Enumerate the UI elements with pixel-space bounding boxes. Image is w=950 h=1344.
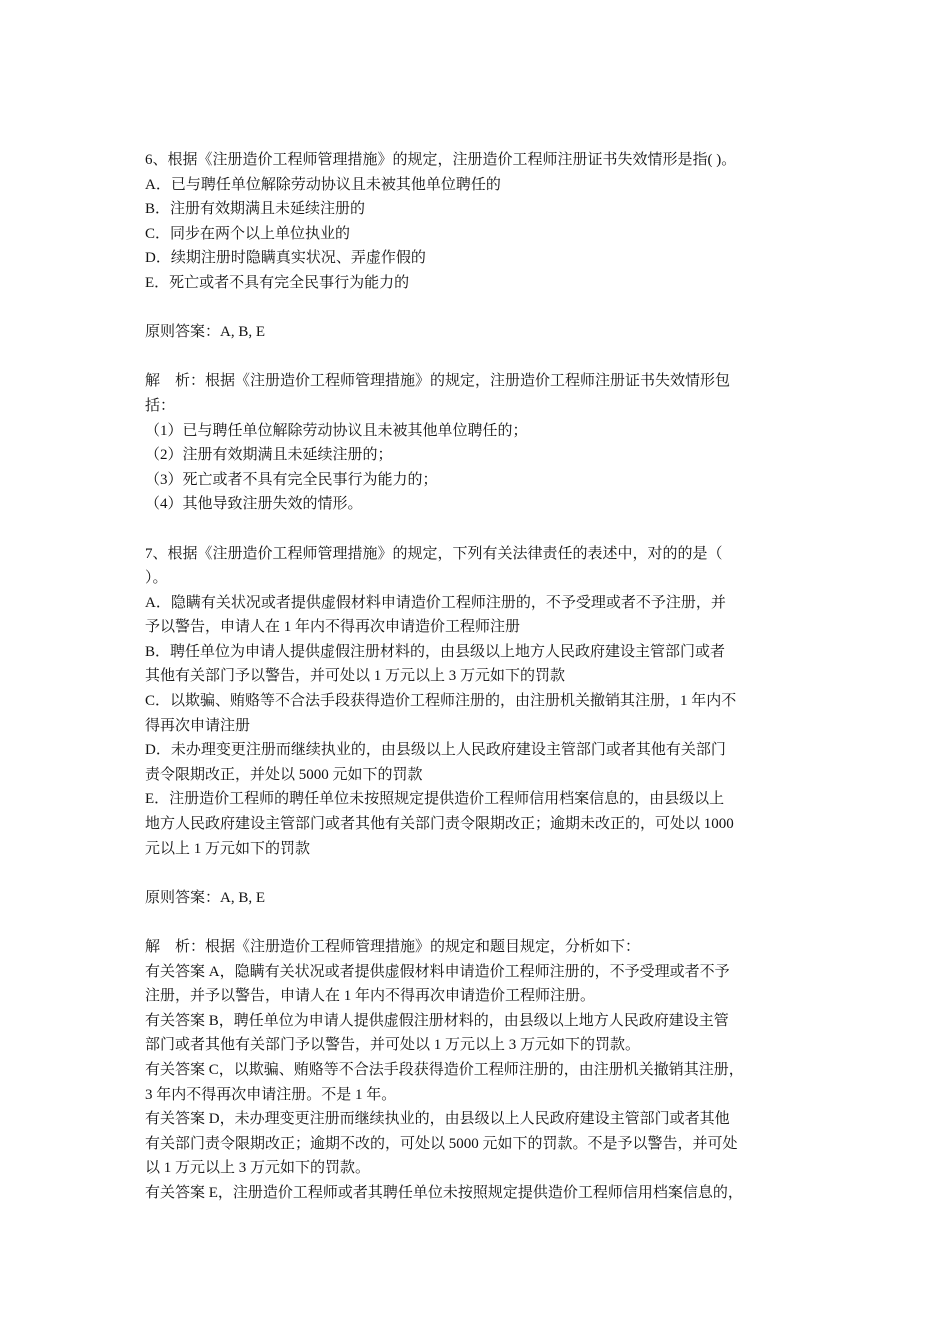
q7-analysis-intro: 解 析：根据《注册造价工程师管理措施》的规定和题目规定，分析如下： bbox=[145, 939, 641, 955]
q6-analysis-item-3: （3）死亡或者不具有完全民事行为能力的； bbox=[145, 471, 438, 488]
q7-analysis-c-line-1: 有关答案 C，以欺骗、贿赂等不合法手段获得造价工程师注册的，由注册机关撤销其注册， bbox=[145, 1061, 744, 1078]
q7-option-b-line-2: 其他有关部门予以警告，并可处以 1 万元以上 3 万元如下的罚款 bbox=[145, 668, 566, 685]
q7-option-a-line-1: A．隐瞒有关状况或者提供虚假材料申请造价工程师注册的，不予受理或者不予注册，并 bbox=[145, 594, 726, 611]
q7-analysis-b-line-2: 部门或者其他有关部门予以警告，并可处以 1 万元以上 3 万元如下的罚款。 bbox=[145, 1037, 641, 1054]
q7-option-e-line-1: E．注册造价工程师的聘任单位未按照规定提供造价工程师信用档案信息的，由县级以上 bbox=[145, 791, 725, 808]
q7-analysis-d-line-3: 以 1 万元以上 3 万元如下的罚款。 bbox=[145, 1160, 371, 1177]
q6-analysis-line-2: 括： bbox=[145, 397, 176, 414]
spacer bbox=[145, 517, 817, 542]
q7-analysis-a-line-2: 注册，并予以警告，申请人在 1 年内不得再次申请造价工程师注册。 bbox=[145, 988, 596, 1005]
q7-option-d-line-1: D．未办理变更注册而继续执业的，由县级以上人民政府建设主管部门或者其他有关部门 bbox=[145, 742, 726, 759]
q7-option-e-line-3: 元以上 1 万元如下的罚款 bbox=[145, 840, 311, 857]
q7-option-b-line-1: B．聘任单位为申请人提供虚假注册材料的，由县级以上地方人民政府建设主管部门或者 bbox=[145, 643, 726, 660]
q7-option-d-line-2: 责令限期改正，并处以 5000 元如下的罚款 bbox=[145, 766, 423, 783]
q7-analysis-c-line-2: 3 年内不得再次申请注册。不是 1 年。 bbox=[145, 1086, 397, 1103]
spacer bbox=[145, 861, 817, 886]
q7-analysis-b-line-1: 有关答案 B，聘任单位为申请人提供虚假注册材料的，由县级以上地方人民政府建设主管 bbox=[145, 1012, 729, 1029]
q7-analysis-d-line-2: 有关部门责令限期改正；逾期不改的，可处以 5000 元如下的罚款。不是予以警告，并可处 bbox=[145, 1135, 738, 1152]
q6-analysis-item-2: （2）注册有效期满且未延续注册的； bbox=[145, 447, 393, 464]
q6-option-d: D．续期注册时隐瞒真实状况、弄虚作假的 bbox=[145, 250, 426, 267]
q7-option-a-line-2: 予以警告，申请人在 1 年内不得再次申请造价工程师注册 bbox=[145, 619, 521, 636]
q6-option-e: E．死亡或者不具有完全民事行为能力的 bbox=[145, 274, 410, 291]
q7-option-c-line-1: C．以欺骗、贿赂等不合法手段获得造价工程师注册的，由注册机关撤销其注册，1 年内不 bbox=[145, 693, 737, 710]
q7-option-c-line-2: 得再次申请注册 bbox=[145, 717, 251, 734]
q7-question-line-1: 7、根据《注册造价工程师管理措施》的规定，下列有关法律责任的表述中，对的的是（ bbox=[145, 545, 723, 562]
spacer bbox=[145, 910, 817, 935]
q7-question-line-2: ）。 bbox=[145, 570, 168, 587]
q6-answer: 原则答案：A, B, E bbox=[145, 324, 266, 341]
spacer bbox=[145, 296, 817, 321]
spacer bbox=[145, 345, 817, 370]
q6-option-a: A．已与聘任单位解除劳动协议且未被其他单位聘任的 bbox=[145, 176, 501, 193]
q6-analysis-item-1: （1）已与聘任单位解除劳动协议且未被其他单位聘任的； bbox=[145, 422, 528, 439]
q7-answer: 原则答案：A, B, E bbox=[145, 889, 266, 906]
q6-option-c: C．同步在两个以上单位执业的 bbox=[145, 225, 351, 242]
q6-analysis-line-1: 解 析：根据《注册造价工程师管理措施》的规定，注册造价工程师注册证书失效情形包 bbox=[145, 373, 731, 390]
document-page bbox=[145, 148, 817, 1206]
q7-option-e-line-2: 地方人民政府建设主管部门或者其他有关部门责令限期改正；逾期未改正的，可处以 1000 bbox=[145, 816, 734, 833]
q7-analysis-e-line-1: 有关答案 E，注册造价工程师或者其聘任单位未按照规定提供造价工程师信用档案信息的， bbox=[145, 1184, 743, 1201]
q7-analysis-d-line-1: 有关答案 D，未办理变更注册而继续执业的，由县级以上人民政府建设主管部门或者其他 bbox=[145, 1111, 730, 1128]
q6-analysis-item-4: （4）其他导致注册失效的情形。 bbox=[145, 496, 363, 513]
q6-option-b: B．注册有效期满且未延续注册的 bbox=[145, 201, 366, 218]
q7-analysis-a-line-1: 有关答案 A，隐瞒有关状况或者提供虚假材料申请造价工程师注册的，不予受理或者不予 bbox=[145, 963, 730, 980]
q6-question: 6、根据《注册造价工程师管理措施》的规定，注册造价工程师注册证书失效情形是指( )。 bbox=[145, 152, 737, 168]
